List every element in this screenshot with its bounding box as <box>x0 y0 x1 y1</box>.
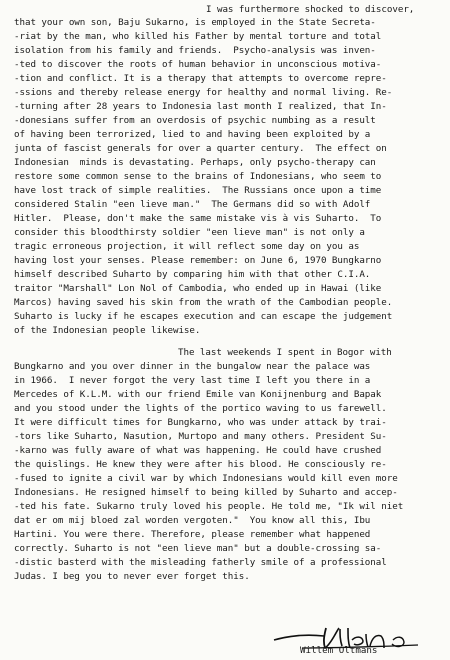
letter-line: -donesians suffer from an overdosis of psychic numbing as a result <box>14 115 376 126</box>
letter-line: correctly. Suharto is not "een lieve man" but a double-crossing sa- <box>14 543 382 554</box>
letter-line: -tion and conflict. It is a therapy that attempts to overcome repre- <box>14 73 387 84</box>
letter-line: Bungkarno and you over dinner in the bungalow near the palace was <box>14 361 371 372</box>
letter-line: -tors like Suharto, Nasution, Murtopo and many others. President Su- <box>14 431 387 442</box>
letter-line: Marcos) having saved his skin from the wrath of the Cambodian people. <box>14 297 393 308</box>
letter-line: -fused to ignite a civil war by which Indonesians would kill even more <box>14 473 398 484</box>
letter-line: have lost track of simple realities. The Russians once upon a time <box>14 185 382 196</box>
letter-line: that your own son, Baju Sukarno, is employed in the State Secreta- <box>14 17 376 28</box>
letter-line: of the Indonesian people likewise. <box>14 325 201 336</box>
letter-line: -turning after 28 years to Indonesia last month I realized, that In- <box>14 101 387 112</box>
letter-line: consider this bloodthirsty soldier "een lieve man" is not only a <box>14 227 365 238</box>
letter-line: in 1966. I never forgot the very last time I left you there in a <box>14 375 371 386</box>
letter-line: himself described Suharto by comparing him with that other C.I.A. <box>14 269 371 280</box>
letter-line: -ssions and thereby release energy for healthy and normal living. Re- <box>14 87 393 98</box>
letter-line: and you stood under the lights of the portico waving to us farewell. <box>14 403 387 414</box>
letter-line: dat er om mij bloed zal worden vergoten." You know all this, Ibu <box>14 515 371 526</box>
letter-line: -distic basterd with the misleading fatherly smile of a professional <box>14 557 387 568</box>
letter-line: Mercedes of K.L.M. with our friend Emile van Konijnenburg and Bapak <box>14 389 382 400</box>
letter-line: -riat by the man, who killed his Father by mental torture and total <box>14 31 382 42</box>
letter-line: having lost your senses. Please remember: on June 6, 1970 Bungkarno <box>14 255 382 266</box>
letter-line: restore some common sense to the brains of Indonesians, who seem to <box>14 171 382 182</box>
letter-line: of having been terrorized, lied to and having been exploited by a <box>14 129 371 140</box>
letter-line: The last weekends I spent in Bogor with <box>178 347 392 358</box>
letter-line: the quislings. He knew they were after his blood. He consciously re- <box>14 459 387 470</box>
letter-line: Indonesian minds is devastating. Perhaps, only psycho-therapy can <box>14 157 376 168</box>
letter-line: junta of fascist generals for over a quarter century. The effect on <box>14 143 387 154</box>
letter-line: -ted his fate. Sukarno truly loved his people. He told me, "Ik wil niet <box>14 501 404 512</box>
letter-line: considered Stalin "een lieve man." The Germans did so with Adolf <box>14 199 371 210</box>
letter-line: It were difficult times for Bungkarno, who was under attack by trai- <box>14 417 387 428</box>
letter-line: tragic erroneous projection, it will reflect some day on you as <box>14 241 360 252</box>
letter-line: Judas. I beg you to never ever forget this. <box>14 571 250 582</box>
letter-line: isolation from his family and friends. Psycho-analysis was inven- <box>14 45 376 56</box>
letter-line: Indonesians. He resigned himself to being killed by Suharto and accep- <box>14 487 398 498</box>
letter-line: -ted to discover the roots of human behavior in unconscious motiva- <box>14 59 382 70</box>
letter-line: Hitler. Please, don't make the same mistake vis à vis Suharto. To <box>14 213 382 224</box>
letter-line: Suharto is lucky if he escapes execution and can escape the judgement <box>14 311 393 322</box>
letter-line: I was furthermore shocked to discover, <box>206 4 415 15</box>
letter-line: traitor "Marshall" Lon Nol of Cambodia, who ended up in Hawai (like <box>14 283 382 294</box>
signer-name: Willem Oltmans <box>300 645 378 656</box>
letter-line: Hartini. You were there. Therefore, please remember what happened <box>14 529 371 540</box>
letter-line: -karno was fully aware of what was happening. He could have crushed <box>14 445 382 456</box>
